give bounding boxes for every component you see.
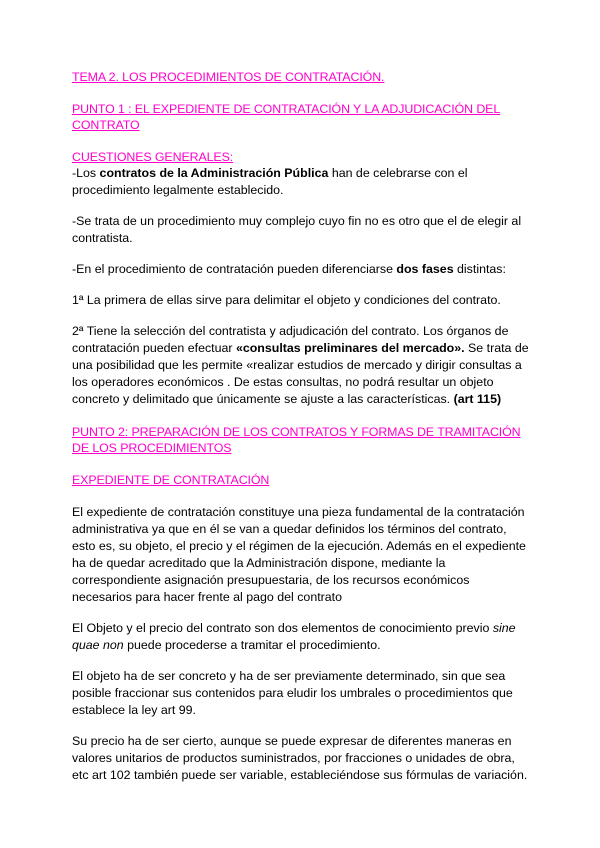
punto2-paragraph-1: El expediente de contratación constituye una pieza fundamental de la contratación administrativa ya que en él se van a quedar definidos los términos del contrato, esto es, su objeto, el precio y el régimen de la ejecución. Además en el expediente ha de quedar acreditado que la Administración dispone, mediante la correspondiente asignación presupuestaria, de los recursos económicos necesarios para hacer frente al pago del contrato: [72, 505, 526, 604]
text-run: 2ª Tiene la selección del contratista y adjudicación del contrato. Los órganos de contratación pueden efectuar: [72, 324, 509, 355]
punto2-paragraph-2: [72, 620, 532, 654]
text-run: -En el procedimiento de contratación pueden diferenciarse: [72, 262, 397, 276]
document-body: [72, 69, 532, 784]
punto1-paragraph-2: -Se trata de un procedimiento muy complejo cuyo fin no es otro que el de elegir al contratista.: [72, 214, 522, 245]
italic-run: sine quae non: [72, 621, 516, 652]
bold-run: contratos de la Administración Pública: [99, 166, 329, 180]
text-run: puede procederse a tramitar el procedimiento.: [123, 638, 381, 652]
bold-run: (art 115): [453, 392, 502, 406]
punto1-paragraph-5: [72, 323, 532, 408]
text-run: distintas:: [453, 262, 506, 276]
cuestiones-generales-heading: CUESTIONES GENERALES:: [72, 150, 234, 164]
text-run: El Objeto y el precio del contrato son dos elementos de conocimiento previo: [72, 621, 493, 635]
expediente-heading: EXPEDIENTE DE CONTRATACIÓN: [72, 473, 270, 487]
punto1-heading: PUNTO 1 : EL EXPEDIENTE DE CONTRATACIÓN Y LA ADJUDICACIÓN DEL CONTRATO: [72, 102, 501, 132]
punto1-paragraph-3: [72, 261, 532, 278]
punto2-heading: PUNTO 2: PREPARACIÓN DE LOS CONTRATOS Y FORMAS DE TRAMITACIÓN DE LOS PROCEDIMIENTOS: [72, 425, 521, 455]
punto2-paragraph-3: El objeto ha de ser concreto y ha de ser previamente determinado, sin que sea posible fraccionar sus contenidos para eludir los umbrales o procedimientos que establece la ley art 99.: [72, 669, 513, 717]
bold-run: dos fases: [396, 262, 454, 276]
text-run: -Los: [72, 166, 100, 180]
document-title: TEMA 2. LOS PROCEDIMIENTOS DE CONTRATACIÓN.: [72, 70, 385, 84]
punto2-paragraph-4: Su precio ha de ser cierto, aunque se puede expresar de diferentes maneras en valores unitarios de productos suministrados, por fracciones o unidades de obra, etc art 102 también puede ser variable, estableciéndose sus fórmulas de variación.: [72, 734, 528, 782]
text-run: Se trata de una posibilidad que les permite «realizar estudios de mercado y dirigir consultas a los operadores económicos . De estas consultas, no podrá resultar un objeto concreto y delimitado que únicamente se ajuste a las características.: [72, 341, 529, 406]
text-run: han de celebrarse con el procedimiento legalmente establecido.: [72, 166, 468, 197]
punto1-paragraph-1: [72, 165, 532, 199]
punto1-paragraph-4: 1ª La primera de ellas sirve para delimitar el objeto y condiciones del contrato.: [72, 293, 501, 307]
bold-run: «consultas preliminares del mercado».: [235, 341, 465, 355]
